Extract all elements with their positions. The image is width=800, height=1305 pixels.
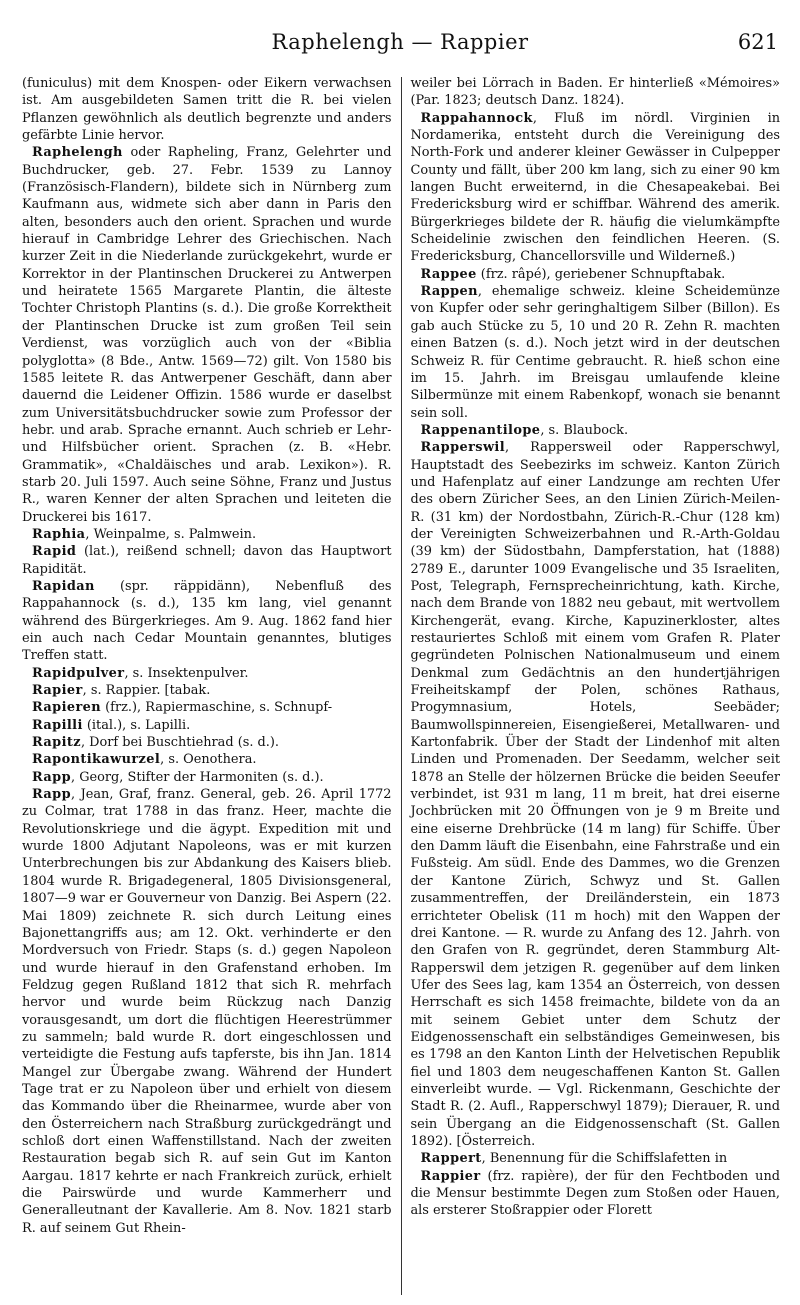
entry-headword: Rapontikawurzel [32, 752, 161, 768]
dictionary-entry [411, 439, 781, 1150]
entry-headword: Rapitz [32, 735, 81, 751]
dictionary-entry [22, 682, 392, 699]
entry-headword: Raphia [32, 526, 86, 542]
entry-text: (funiculus) mit dem Knospen- oder Eikern verwachsen ist. Am ausgebildeten Samen tritt die R. bei vielen Pflanzen gewöhnlich als deutlich begrenzte und anders gefärbte Linie hervor. [22, 76, 392, 144]
dictionary-entry [411, 1168, 781, 1220]
dictionary-entry [411, 266, 781, 283]
entry-headword: Rappenantilope [420, 422, 541, 438]
dictionary-entry [22, 734, 392, 751]
right-column [402, 75, 781, 1295]
dictionary-entry [22, 526, 392, 543]
dictionary-entry [22, 769, 392, 786]
entry-headword: Rapieren [32, 700, 102, 716]
dictionary-entry [22, 144, 392, 526]
entry-text: , Jean, Graf, franz. General, geb. 26. April 1772 zu Colmar, trat 1788 in das franz. Heer, machte die Revolutionskriege und die ägypt. Expedition mit und wurde 1800 Adjutant Napoleons, was er mit kurzen Unterbrechungen bis zur Abdankung des Kaisers blieb. 1804 wurde R. Brigadegeneral, 1805 Divisionsgeneral, 1807—9 war er Gouverneur von Danzig. Bei Aspern (22. Mai 1809) zeichnete R. sich durch Leitung eines Bajonettangriffs aus; am 12. Okt. verhinderte er den Mordversuch von Friedr. Staps (s. d.) gegen Napoleon und wurde hierauf in den Grafenstand erhoben. Im Feldzug gegen Rußland 1812 that sich R. mehrfach hervor und wurde beim Rückzug nach Danzig vorausgesandt, um dort die flüchtigen Heerestrümmer zu sammeln; bald wurde R. dort eingeschlossen und verteidigte die Festung aufs tapferste, bis ihn Jan. 1814 Mangel zur Übergabe zwang. Während der Hundert Tage trat er zu Napoleon über und erhielt von diesem das Kommando über die Rheinarmee, wurde aber von den Österreichern nach Straßburg zurückgedrängt und schloß dort einen Waffenstillstand. Nach der zweiten Restauration begab sich R. auf sein Gut im Kanton Aargau. 1817 kehrte er nach Frankreich zurück, erhielt die Pairswürde und wurde Kammerherr und Generalleutnant der Kavallerie. Am 8. Nov. 1821 starb R. auf seinem Gut Rhein- [22, 787, 392, 1236]
entry-text: weiler bei Lörrach in Baden. Er hinterließ «Mémoires» (Par. 1823; deutsch Danz. 1824). [410, 76, 781, 109]
left-column [22, 75, 401, 1295]
dictionary-entry [22, 786, 392, 1237]
entry-headword: Raphelengh [32, 145, 123, 161]
entry-headword: Rapid [32, 544, 77, 560]
entry-text: , s. Insektenpulver. [124, 665, 249, 681]
dictionary-entry [411, 110, 781, 266]
entry-text: , Rappersweil oder Rapperschwyl, Hauptstadt des Seebezirks im schweiz. Kanton Zürich und Hafenplatz auf einer Landzunge am rechten Ufer des obern Züricher Sees, an den Linien Zürich-Meilen-R. (31 km) der Nordostbahn, Zürich-R.-Chur (128 km) der Vereinigten Schweizerbahnen und R.-Arth-Goldau (39 km) der Südostbahn, Dampferstation, hat (1888) 2789 E., darunter 1009 Evangelische und 35 Israeliten, Post, Telegraph, Fernsprecheinrichtung, kath. Kirche, nach dem Brande von 1882 neu gebaut, mit wertvollem Kirchengerät, evang. Kirche, Kapuzinerkloster, altes restauriertes Schloß mit einem vom Grafen R. Plater gegründeten Polnischen Nationalmuseum und einem Denkmal zum Gedächtnis an den hundertjährigen Freiheitskampf der Polen, schönes Rathaus, Progymnasium, Hotels, Seebäder; Baumwollspinnereien, Eisengießerei, Metallwaren- und Kartonfabrik. Über der Stadt der Lindenhof mit alten Linden und Promenaden. Der Seedamm, welcher seit 1878 an Stelle der hölzernen Brücke die beiden Seeufer verbindet, ist 931 m lang, 11 m breit, hat drei eiserne Jochbrücken mit 20 Öffnungen von je 9 m Breite und eine eiserne Drehbrücke (14 m lang) für Schiffe. Über den Damm läuft die Eisenbahn, eine Fahrstraße und ein Fußsteig. Am südl. Ende des Dammes, wo die Grenzen der Kantone Zürich, Schwyz und St. Gallen zusammentreffen, der Dreiländerstein, ein 1873 errichteter Obelisk (11 m hoch) mit den Wappen der drei Kantone. — R. wurde zu Anfang des 12. Jahrh. von den Grafen von R. gegründet, deren Stammburg Alt-Rapperswil dem jetzigen R. gegenüber auf dem linken Ufer des Sees lag, kam 1354 an Österreich, von dessen Herrschaft es sich 1458 freimachte, bildete von da an mit seinem Gebiet unter dem Schutz der Eidgenossenschaft ein selbständiges Gemeinwesen, bis es 1798 an den Kanton Linth der Helvetischen Republik fiel und 1803 dem neugeschaffenen Kanton St. Gallen einverleibt wurde. — Vgl. Rickenmann, Geschichte der Stadt R. (2. Aufl., Rapperschwyl 1879); Dierauer, R. und sein Übergang an die Eidgenossenschaft (St. Gallen 1892). [Österreich. [410, 440, 781, 1149]
dictionary-entry [411, 1150, 781, 1167]
entry-text: , Benennung für die Schiffslafetten in [481, 1151, 728, 1167]
entry-headword: Rapperswil [420, 440, 506, 456]
dictionary-entry [411, 75, 781, 110]
entry-text: (spr. räppidänn), Nebenfluß des Rappahannock (s. d.), 135 km lang, viel genannt während des Bürgerkrieges. Am 9. Aug. 1862 fand hier ein auch nach Cedar Mountain genanntes, blutiges Treffen statt. [22, 578, 392, 664]
entry-headword: Rappier [420, 1168, 481, 1184]
entry-text: (ital.), s. Lapilli. [82, 717, 191, 733]
entry-headword: Rappahannock [420, 110, 533, 126]
dictionary-entry [22, 543, 392, 578]
entry-text: , Dorf bei Buschtiehrad (s. d.). [80, 735, 280, 751]
entry-headword: Rappen [420, 284, 478, 300]
entry-headword: Rappert [420, 1151, 482, 1167]
entry-headword: Rapp [32, 787, 71, 803]
entry-headword: Rappee [420, 266, 477, 282]
entry-headword: Rapilli [32, 717, 83, 733]
entry-text: , Georg, Stifter der Harmoniten (s. d.). [71, 769, 324, 785]
entry-headword: Rapp [32, 769, 71, 785]
entry-text: , s. Blaubock. [540, 422, 629, 438]
entry-text: , Fluß im nördl. Virginien in Nordamerika, entsteht durch die Vereinigung des North-Fork und anderer kleiner Gewässer in Culpepper County und fällt, über 200 km lang, sich zu einer 90 km langen Bucht erweiternd, in die Chesapeakebai. Bei Fredericksburg wird er schiffbar. Während des amerik. Bürgerkrieges bildete der R. häufig die vielumkämpfte Scheidelinie zwischen den feindlichen Heeren. (S. Fredericksburg, Chancellorsville und Wilderneß.) [410, 110, 781, 265]
entry-text: (frz. rapière), der für den Fechtboden und die Mensur bestimmte Degen zum Stoßen oder Hauen, als ersterer Stoßrappier oder Florett [410, 1168, 781, 1219]
dictionary-entry [411, 283, 781, 422]
entry-text: (frz. râpé), geriebener Schnupftabak. [476, 266, 726, 282]
dictionary-entry [411, 422, 781, 439]
dictionary-entry [22, 699, 392, 716]
dictionary-entry [22, 665, 392, 682]
entry-text: (lat.), reißend schnell; davon das Hauptwort Rapidität. [22, 544, 392, 577]
entry-text: , s. Oenothera. [160, 752, 257, 768]
entry-text: , Weinpalme, s. Palmwein. [85, 526, 257, 542]
entry-headword: Rapier [32, 683, 83, 699]
entry-text: oder Rapheling, Franz, Gelehrter und Buchdrucker, geb. 27. Febr. 1539 zu Lannoy (Französisch-Flandern), bildete sich in Nürnberg zum Kaufmann aus, widmete sich aber dann in Paris den alten, besonders auch den orient. Sprachen und wurde hierauf in Cambridge Lehrer des Griechischen. Nach kurzer Zeit in die Niederlande zurückgekehrt, wurde er Korrektor in der Plantinschen Druckerei zu Antwerpen und heiratete 1565 Margarete Plantin, die älteste Tochter Christoph Plantins (s. d.). Die große Korrektheit der Plantinschen Drucke ist zum großen Teil sein Verdienst, was vorzüglich auch von der «Biblia polyglotta» (8 Bde., Antw. 1569—72) gilt. Von 1580 bis 1585 leitete R. das Antwerpener Geschäft, dann aber dauernd die Leidener Offizin. 1586 wurde er daselbst zum Universitätsbuchdrucker sowie zum Professor der hebr. und arab. Sprache ernannt. Auch schrieb er Lehr- und Hilfsbücher orient. Sprachen (z. B. «Hebr. Grammatik», «Chaldäisches und arab. Lexikon»). R. starb 20. Juli 1597. Auch seine Söhne, Franz und Justus R., waren Kenner der alten Sprachen und leiteten die Druckerei bis 1617. [22, 145, 392, 525]
text-columns [22, 75, 780, 1295]
dictionary-entry [22, 717, 392, 734]
dictionary-entry [22, 751, 392, 768]
dictionary-entry [22, 75, 392, 144]
entry-text: (frz.), Rapiermaschine, s. Schnupf- [101, 700, 333, 716]
dictionary-entry [22, 578, 392, 665]
page-number: 621 [737, 30, 778, 54]
page-header [22, 30, 778, 70]
entry-headword: Rapidan [32, 578, 95, 594]
entry-text: , ehemalige schweiz. kleine Scheidemünze von Kupfer oder sehr geringhaltigem Silber (Billon). Es gab auch Stücke zu 5, 10 und 20 R. Zehn R. machten einen Batzen (s. d.). Noch jetzt wird in der deutschen Schweiz R. für Centime gebraucht. R. hieß schon eine im 15. Jahrh. im Breisgau umlaufende kleine Silbermünze mit einem Rabenkopf, wonach sie benannt sein soll. [410, 284, 781, 421]
page-title: Raphelengh — Rappier [271, 30, 529, 54]
entry-text: , s. Rappier. [tabak. [82, 683, 211, 699]
entry-headword: Rapidpulver [32, 665, 125, 681]
